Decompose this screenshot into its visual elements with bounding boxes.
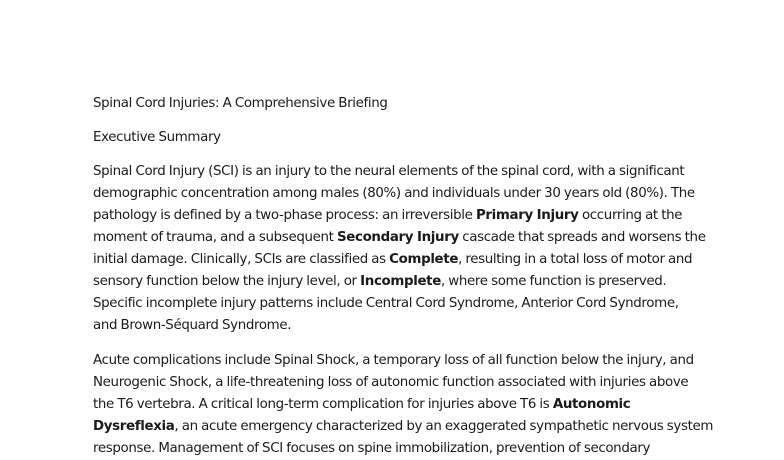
text-line	[93, 350, 693, 372]
text-line	[93, 271, 693, 293]
text-line	[93, 227, 706, 249]
bold-term: Complete	[389, 252, 459, 267]
section-heading: Executive Summary	[93, 130, 221, 145]
text-line	[93, 315, 693, 337]
text-run: Specific incomplete injury patterns include Central Cord Syndrome, Anterior Cord Syndrome,	[93, 296, 679, 311]
text-line	[93, 183, 693, 205]
text-run: demographic concentration among males (80%) and individuals under 30 years old (80%). The	[93, 186, 695, 201]
text-line	[93, 394, 693, 416]
text-line	[93, 205, 693, 227]
text-run: , where some function is preserved.	[440, 274, 667, 289]
paragraph-executive-summary	[93, 161, 706, 337]
text-run: Neurogenic Shock, a life-threatening loss of autonomic function associated with injuries above	[93, 375, 689, 390]
text-run: pathology is defined by a two-phase process: an irreversible	[93, 208, 476, 223]
text-run: occurring at the	[578, 208, 683, 223]
text-run: Acute complications include Spinal Shock, a temporary loss of all function below the injury, and	[93, 353, 694, 368]
bold-term: Incomplete	[360, 274, 441, 289]
text-run: cascade that spreads and worsens the	[458, 230, 706, 245]
text-run: initial damage. Clinically, SCIs are classified as	[93, 252, 390, 267]
text-run: Spinal Cord Injury (SCI) is an injury to the neural elements of the spinal cord, with a significant	[93, 164, 685, 179]
bold-term: Primary Injury	[475, 208, 579, 223]
text-line	[93, 416, 714, 438]
text-run: response. Management of SCI focuses on spine immobilization, prevention of secondary	[93, 441, 651, 456]
document-body	[93, 93, 714, 460]
text-line	[93, 293, 693, 315]
bold-term: Dysreflexia	[93, 419, 175, 434]
text-run: , resulting in a total loss of motor and	[458, 252, 693, 267]
text-line	[93, 249, 693, 271]
text-line	[93, 438, 693, 460]
text-run: , an acute emergency characterized by an exaggerated sympathetic nervous system	[174, 419, 714, 434]
bold-term: Autonomic	[552, 397, 631, 412]
paragraph-complications	[93, 350, 714, 460]
text-run: sensory function below the injury level, or	[93, 274, 361, 289]
text-run: moment of trauma, and a subsequent	[93, 230, 337, 245]
text-run: the T6 vertebra. A critical long-term complication for injuries above T6 is	[93, 397, 553, 412]
text-run: and Brown-Séquard Syndrome.	[93, 318, 292, 333]
bold-term: Secondary Injury	[336, 230, 459, 245]
text-line	[93, 161, 693, 183]
document-title: Spinal Cord Injuries: A Comprehensive Briefing	[93, 96, 388, 111]
text-line	[93, 372, 693, 394]
